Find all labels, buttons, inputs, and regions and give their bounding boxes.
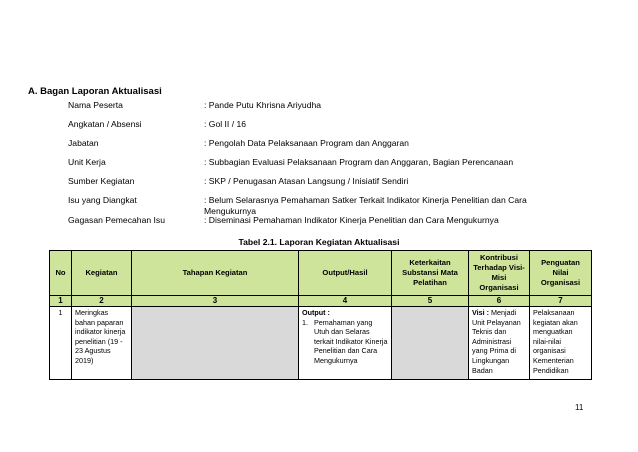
info-value: : Diseminasi Pemahaman Indikator Kinerja Penelitian dan Cara Mengukurnya — [204, 215, 499, 225]
cell-tahapan — [132, 307, 299, 380]
column-number: 4 — [299, 296, 392, 307]
column-header: Tahapan Kegiatan — [132, 251, 299, 296]
info-value: : Pande Putu Khrisna Ariyudha — [204, 100, 322, 110]
cell-visi — [469, 307, 530, 380]
column-header: Kegiatan — [72, 251, 132, 296]
info-value: : Subbagian Evaluasi Pelaksanaan Program dan Anggaran, Bagian Perencanaan — [204, 157, 514, 167]
column-number: 7 — [530, 296, 592, 307]
output-item-text: Pemahaman yang Utuh dan Selaras terkait Indikator Kinerja Penelitian dan Cara Mengukurnya — [314, 317, 388, 365]
activity-table — [49, 250, 592, 380]
info-label: Gagasan Pemecahan Isu — [68, 215, 165, 225]
table-title: Tabel 2.1. Laporan Kegiatan Aktualisasi — [238, 237, 400, 247]
column-number-row — [50, 296, 592, 307]
column-number: 1 — [50, 296, 72, 307]
column-number: 5 — [392, 296, 469, 307]
cell-output — [299, 307, 392, 380]
cell-kegiatan: Meringkas bahan paparan indikator kinerja penelitian (19 - 23 Agustus 2019) — [72, 307, 132, 380]
info-label: Sumber Kegiatan — [68, 176, 135, 186]
column-header: Keterkaitan Substansi Mata Pelatihan — [392, 251, 469, 296]
info-value: : Gol II / 16 — [204, 119, 247, 129]
info-value: : Belum Selarasnya Pemahaman Satker Terkait Indikator Kinerja Penelitian dan Cara Mengukurnya — [204, 195, 527, 216]
table-header-row — [50, 251, 592, 296]
info-label: Nama Peserta — [68, 100, 123, 110]
info-label: Isu yang Diangkat — [68, 195, 137, 205]
output-label: Output : — [302, 308, 330, 317]
list-item — [302, 318, 388, 366]
section-title: A. Bagan Laporan Aktualisasi — [28, 86, 162, 97]
page-number: 11 — [575, 403, 584, 412]
info-label: Unit Kerja — [68, 157, 106, 167]
column-header: No — [50, 251, 72, 296]
info-value: : Pengolah Data Pelaksanaan Program dan Anggaran — [204, 138, 409, 148]
output-list — [302, 318, 388, 366]
cell-penguatan: Pelaksanaan kegiatan akan menguatkan nilai-nilai organisasi Kementerian Pendidikan — [530, 307, 592, 380]
column-number: 6 — [469, 296, 530, 307]
column-number: 3 — [132, 296, 299, 307]
table-row — [50, 307, 592, 380]
column-header: Kontribusi Terhadap Visi-Misi Organisasi — [469, 251, 530, 296]
info-value: : SKP / Penugasan Atasan Langsung / Inisiatif Sendiri — [204, 176, 409, 186]
column-header: Penguatan Nilai Organisasi — [530, 251, 592, 296]
info-label: Jabatan — [68, 138, 99, 148]
visi-label: Visi : — [472, 308, 490, 317]
column-header: Output/Hasil — [299, 251, 392, 296]
info-label: Angkatan / Absensi — [68, 119, 142, 129]
visi-text: Menjadi Unit Pelayanan Teknis dan Administrasi yang Prima di Lingkungan Badan — [472, 308, 521, 375]
output-item-number: 1. — [302, 317, 308, 327]
cell-no: 1 — [50, 307, 72, 380]
column-number: 2 — [72, 296, 132, 307]
cell-keterkaitan — [392, 307, 469, 380]
